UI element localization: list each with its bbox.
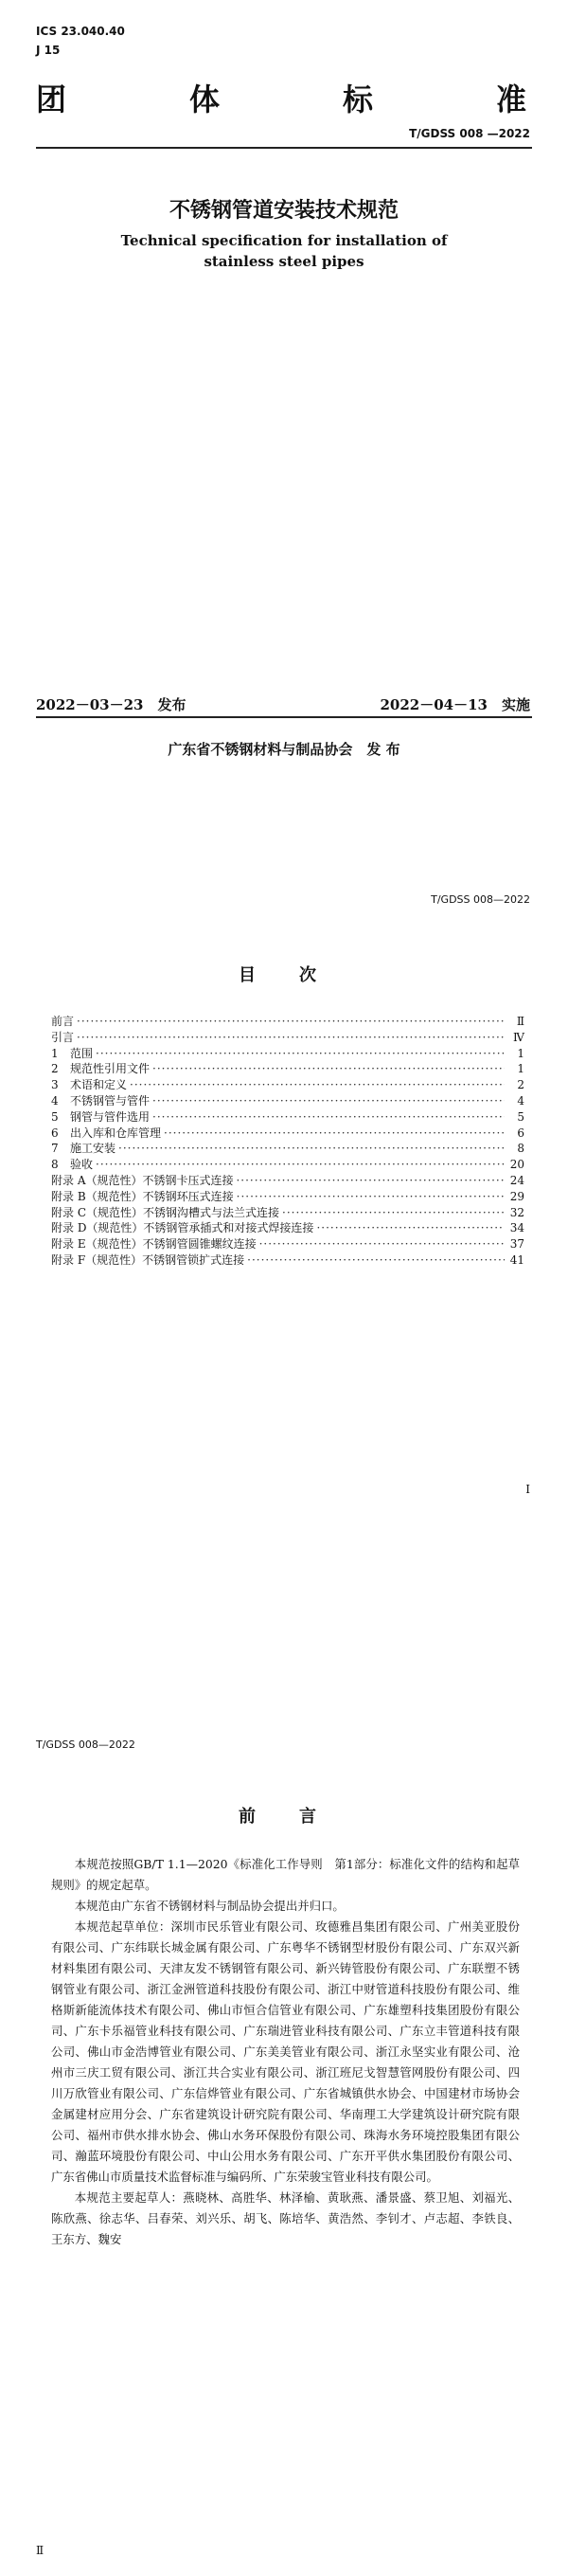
toc-entry-page: 32 xyxy=(509,1205,524,1219)
toc-entry xyxy=(51,1189,524,1205)
toc-entry-label: 附录 E（规范性）不锈钢管圆锥螺纹连接 xyxy=(51,1237,257,1252)
toc-entry-label: 钢管与管件选用 xyxy=(70,1109,151,1124)
toc-entry-number: 4 xyxy=(51,1093,59,1108)
toc-entry-number: 6 xyxy=(51,1126,59,1140)
toc-entry-label: 范围 xyxy=(70,1046,94,1060)
standard-number: T/GDSS 008 —2022 xyxy=(409,127,530,140)
toc-entry xyxy=(51,1236,524,1252)
toc-entry-label: 施工安装 xyxy=(70,1142,116,1156)
toc-entry-label: 验收 xyxy=(70,1158,94,1172)
toc-entry-page: 8 xyxy=(517,1142,524,1156)
title-english xyxy=(0,230,568,272)
cover-bottom-rule xyxy=(36,716,532,718)
toc-entry xyxy=(51,1093,524,1109)
toc-entry xyxy=(51,1030,524,1046)
toc-entry-page: 5 xyxy=(517,1109,524,1124)
toc-leader-dots xyxy=(247,1252,505,1269)
toc-list xyxy=(51,1014,524,1269)
toc-leader-dots xyxy=(96,1157,505,1173)
toc-entry-label: 附录 F（规范性）不锈钢管锁扩式连接 xyxy=(51,1252,245,1267)
toc-entry-label: 前言 xyxy=(51,1015,75,1028)
toc-leader-dots xyxy=(282,1205,505,1221)
toc-leader-dots xyxy=(152,1109,505,1126)
toc-entry-label: 附录 B（规范性）不锈钢环压式连接 xyxy=(51,1189,234,1203)
toc-leader-dots xyxy=(237,1189,505,1205)
toc-entry-page: 34 xyxy=(509,1221,524,1235)
running-header: T/GDSS 008—2022 xyxy=(431,893,530,906)
title-english-line: Technical specification for installation of xyxy=(120,232,448,249)
toc-entry-number: 1 xyxy=(51,1046,59,1060)
toc-entry xyxy=(51,1205,524,1221)
heading-char: 团 xyxy=(36,81,69,117)
heading-char: 标 xyxy=(342,81,375,117)
toc-entry xyxy=(51,1173,524,1189)
toc-entry-page: 4 xyxy=(517,1093,524,1108)
toc-leader-dots xyxy=(236,1173,505,1189)
toc-entry-page: 37 xyxy=(509,1237,524,1252)
ics-code: ICS 23.040.40 xyxy=(36,25,125,38)
toc-entry xyxy=(51,1220,524,1236)
toc-leader-dots xyxy=(259,1236,505,1252)
toc-entry-page: 20 xyxy=(509,1158,524,1172)
toc-entry-label: 引言 xyxy=(51,1030,75,1044)
toc-entry-page: Ⅱ xyxy=(516,1015,524,1028)
page-number: I xyxy=(525,1483,530,1496)
toc-entry-label: 出入库和仓库管理 xyxy=(70,1126,162,1140)
toc-entry-label: 规范性引用文件 xyxy=(70,1062,151,1076)
toc-entry-page: 6 xyxy=(517,1126,524,1140)
toc-entry-number: 3 xyxy=(51,1078,59,1092)
toc-entry-number: 2 xyxy=(51,1062,59,1076)
foreword-paragraph: 本规范由广东省不锈钢材料与制品协会提出并归口。 xyxy=(74,1899,345,1913)
toc-entry xyxy=(51,1141,524,1157)
toc-entry-label: 附录 A（规范性）不锈钢卡压式连接 xyxy=(51,1173,234,1187)
toc-leader-dots xyxy=(118,1141,505,1157)
toc-entry xyxy=(51,1252,524,1269)
title-english-line: stainless steel pipes xyxy=(204,253,364,270)
toc-leader-dots xyxy=(130,1077,505,1093)
title-chinese: 不锈钢管道安装技术规范 xyxy=(169,199,399,223)
toc-entry xyxy=(51,1077,524,1093)
running-header: T/GDSS 008—2022 xyxy=(36,1738,135,1751)
toc-entry xyxy=(51,1014,524,1030)
toc-entry-label: 附录 C（规范性）不锈钢沟槽式与法兰式连接 xyxy=(51,1205,279,1219)
toc-entry-label: 术语和定义 xyxy=(70,1078,128,1092)
cover-page xyxy=(0,0,568,857)
toc-entry-label: 不锈钢管与管件 xyxy=(70,1093,151,1108)
toc-entry-page: 1 xyxy=(517,1062,524,1076)
foreword-body xyxy=(51,1854,520,2250)
foreword-paragraph: 本规范主要起草人：燕晓林、高胜华、林泽榆、黄耿燕、潘景盛、蔡卫旭、刘福光、陈欣燕、徐志华、吕春荣、刘兴乐、胡飞、陈培华、黄浩然、李钊才、卢志超、李铁良、王东方、魏安 xyxy=(51,2190,520,2246)
foreword-page xyxy=(0,1710,568,2576)
ccs-code: J 15 xyxy=(36,44,61,57)
heading-char: 体 xyxy=(188,81,222,117)
toc-entry xyxy=(51,1109,524,1126)
toc-entry xyxy=(51,1046,524,1062)
toc-entry-page: Ⅳ xyxy=(513,1030,524,1044)
toc-entry xyxy=(51,1061,524,1077)
page-number: Ⅱ xyxy=(36,2544,44,2557)
toc-entry xyxy=(51,1157,524,1173)
standard-type-heading xyxy=(36,76,528,119)
foreword-paragraph: 本规范按照GB/T 1.1—2020《标准化工作导则 第1部分：标准化文件的结构和起草规则》的规定起草。 xyxy=(51,1857,520,1892)
toc-leader-dots xyxy=(152,1093,505,1109)
toc-leader-dots xyxy=(152,1061,505,1077)
toc-leader-dots xyxy=(77,1014,505,1030)
foreword-paragraph: 本规范起草单位：深圳市民乐管业有限公司、玫德雅昌集团有限公司、广州美亚股份有限公司、广东纬联长城金属有限公司、广东粤华不锈钢型材股份有限公司、广东双兴新材料集团有限公司、天津友发不锈钢管有限公司、新兴铸管股份有限公司、广东联塑不锈钢管业有限公司、浙江金洲管道科技股份有限公司、浙江中财管道科技股份有限公司、维格斯新能流体技术有限公司、佛山市恒合信管业有限公司、广东雄塑科技集团股份有限公司、广东卡乐福管业科技有限公司、广东瑞进管业科技有限公司、广东立丰管道科技有限公司、佛山市金浩博管业有限公司、广东美美管业有限公司、浙江永坚实业有限公司、沧州市三庆工贸有限公司、浙江共合实业有限公司、浙江班尼戈智慧管网股份有限公司、四川万欣管业有限公司、广东信烨管业有限公司、广东省城镇供水协会、中国建材市场协会金属建材应用分会、广东省建筑设计研究院有限公司、华南理工大学建筑设计研究院有限公司、福州市供水排水协会、佛山水务环保股份有限公司、珠海水务环境控股集团有限公司、瀚蓝环境股份有限公司、中山公用水务有限公司、广东开平供水集团股份有限公司、广东省佛山市质量技术监督标准与编码所、广东荣骏宝管业科技有限公司。 xyxy=(51,1919,520,2184)
implement-date: 2022－04－13 实施 xyxy=(380,696,530,713)
issuer: 广东省不锈钢材料与制品协会 发 布 xyxy=(168,741,400,758)
toc-leader-dots xyxy=(77,1030,505,1046)
toc-leader-dots xyxy=(316,1220,505,1236)
toc-entry xyxy=(51,1126,524,1142)
heading-char: 准 xyxy=(495,81,528,117)
toc-leader-dots xyxy=(96,1046,505,1062)
toc-entry-page: 1 xyxy=(517,1046,524,1060)
toc-leader-dots xyxy=(164,1126,505,1142)
toc-entry-page: 41 xyxy=(509,1252,524,1267)
toc-entry-label: 附录 D（规范性）不锈钢管承插式和对接式焊接连接 xyxy=(51,1221,314,1235)
foreword-title: 前 言 xyxy=(239,1807,329,1827)
toc-entry-number: 8 xyxy=(51,1158,59,1172)
toc-entry-number: 7 xyxy=(51,1142,59,1156)
toc-entry-number: 5 xyxy=(51,1109,59,1124)
toc-page xyxy=(0,857,568,1710)
toc-entry-page: 24 xyxy=(509,1173,524,1187)
cover-top-rule xyxy=(36,147,532,149)
toc-entry-page: 29 xyxy=(509,1189,524,1203)
publish-date: 2022－03－23 发布 xyxy=(36,696,186,713)
toc-entry-page: 2 xyxy=(517,1078,524,1092)
toc-title: 目 次 xyxy=(239,965,329,985)
